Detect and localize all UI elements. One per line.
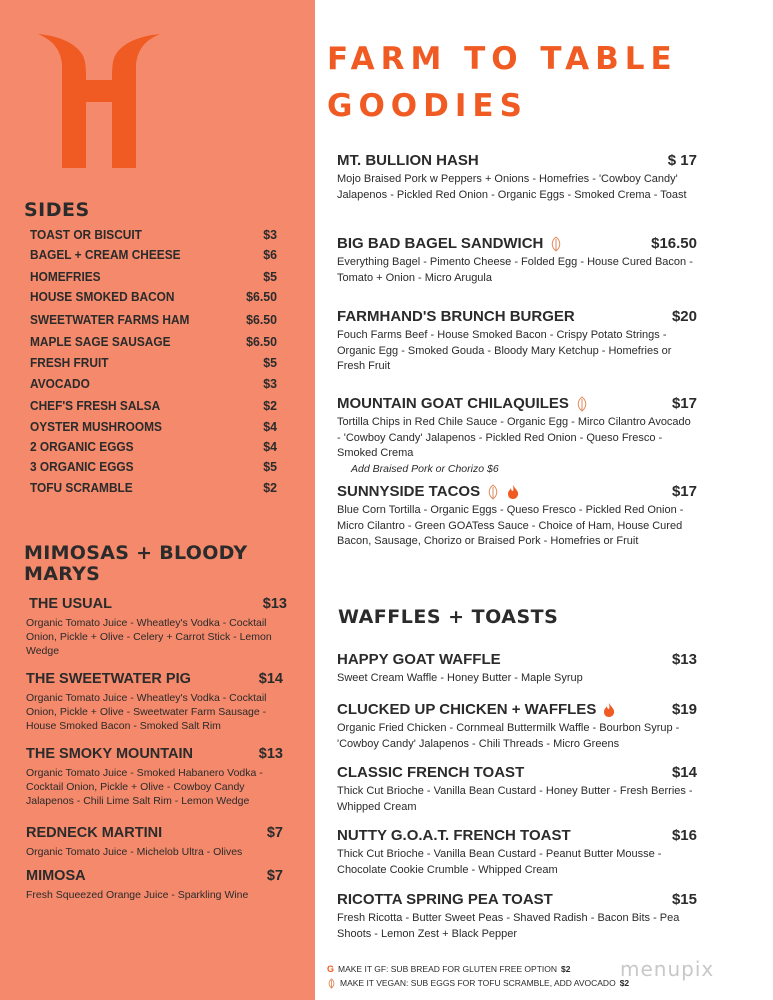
vegetarian-leaf-icon bbox=[549, 236, 563, 252]
side-item bbox=[30, 289, 277, 304]
menu-item bbox=[337, 651, 697, 687]
side-item bbox=[30, 439, 277, 454]
item-description: Fouch Farms Beef - House Smoked Bacon - Crispy Potato Strings - Organic Egg - Smoked Gouda - Bloody Mary Ketchup - Homefries or Fresh Fruit bbox=[337, 329, 672, 372]
menu-item bbox=[337, 152, 697, 203]
side-item-price: $5 bbox=[263, 459, 277, 474]
drink-description: Organic Tomato Juice - Wheatley's Vodka - Cocktail Onion, Pickle + Olive - Sweetwater Farm Sausage - House Smoked Bacon - Smoked Salt Rim bbox=[26, 692, 267, 732]
side-item-name: AVOCADO bbox=[30, 377, 90, 391]
side-item bbox=[30, 247, 277, 262]
sides-heading: SIDES bbox=[24, 199, 90, 221]
item-name: HAPPY GOAT WAFFLE bbox=[337, 651, 501, 668]
menu-item bbox=[337, 308, 697, 375]
drink-item bbox=[26, 746, 291, 808]
item-price: $15 bbox=[671, 891, 697, 908]
item-name: FARMHAND'S BRUNCH BURGER bbox=[337, 308, 575, 325]
side-item-name: HOMEFRIES bbox=[30, 270, 101, 284]
item-name: CLASSIC FRENCH TOAST bbox=[337, 764, 525, 781]
item-description: Fresh Ricotta - Butter Sweet Peas - Shaved Radish - Bacon Bits - Pea Shoots - Lemon Zest + Black Pepper bbox=[337, 912, 680, 940]
drink-item bbox=[26, 868, 291, 902]
vegan-text: MAKE IT VEGAN: SUB EGGS FOR TOFU SCRAMBLE, ADD AVOCADO bbox=[340, 978, 616, 988]
side-item bbox=[30, 312, 277, 327]
item-description: Organic Fried Chicken - Cornmeal Buttermilk Waffle - Bourbon Syrup - 'Cowboy Candy' Jalapenos - Chili Threads - Micro Greens bbox=[337, 722, 680, 750]
item-description: Blue Corn Tortilla - Organic Eggs - Queso Fresco - Pickled Red Onion - Micro Cilantro - Green GOATess Sauce - Choice of Ham, House Cured Bacon, Sausage, Chorizo or Braised Pork - Homefries or Fruit bbox=[337, 504, 684, 547]
side-item-name: 3 ORGANIC EGGS bbox=[30, 460, 134, 474]
side-item-price: $2 bbox=[263, 480, 277, 495]
side-item bbox=[30, 227, 277, 242]
side-item-name: TOAST OR BISCUIT bbox=[30, 228, 142, 242]
side-item-name: BAGEL + CREAM CHEESE bbox=[30, 248, 181, 262]
item-name: SUNNYSIDE TACOS bbox=[337, 483, 481, 500]
item-price: $16 bbox=[671, 827, 697, 844]
item-description: Tortilla Chips in Red Chile Sauce - Organic Egg - Mirco Cilantro Avocado - 'Cowboy Candy' Jalapenos - Pickled Red Onion - Queso Fresco - Smoked Crema bbox=[337, 416, 691, 459]
item-description: Sweet Cream Waffle - Honey Butter - Maple Syrup bbox=[337, 672, 583, 684]
vegan-note bbox=[327, 976, 629, 990]
drink-name: THE USUAL bbox=[29, 596, 112, 612]
item-price: $17 bbox=[671, 395, 697, 412]
menu-item bbox=[337, 891, 697, 942]
drink-name: MIMOSA bbox=[26, 868, 86, 884]
item-description: Thick Cut Brioche - Vanilla Bean Custard - Honey Butter - Fresh Berries - Whipped Cream bbox=[337, 785, 693, 813]
item-price: $19 bbox=[671, 701, 697, 718]
side-item-price: $6 bbox=[263, 247, 277, 262]
drink-price: $7 bbox=[266, 825, 283, 841]
drinks-heading: MIMOSAS + BLOODY MARYS bbox=[24, 542, 248, 585]
item-add-on-note: Add Braised Pork or Chorizo $6 bbox=[351, 462, 499, 475]
drink-name: THE SWEETWATER PIG bbox=[26, 671, 191, 687]
menu-item bbox=[337, 483, 697, 550]
side-item-name: FRESH FRUIT bbox=[30, 356, 109, 370]
drink-price: $13 bbox=[258, 746, 283, 762]
vegetarian-leaf-icon bbox=[575, 396, 589, 412]
logo-icon bbox=[38, 30, 160, 168]
side-item-price: $5 bbox=[263, 269, 277, 284]
side-item-name: OYSTER MUSHROOMS bbox=[30, 420, 162, 434]
vegan-price: $2 bbox=[619, 978, 630, 988]
side-item bbox=[30, 459, 277, 474]
side-item-name: MAPLE SAGE SAUSAGE bbox=[30, 335, 171, 349]
drink-price: $14 bbox=[258, 671, 283, 687]
side-item-price: $2 bbox=[263, 398, 277, 413]
gluten-free-note bbox=[327, 962, 629, 976]
side-item bbox=[30, 376, 277, 391]
gluten-free-text: MAKE IT GF: SUB BREAD FOR GLUTEN FREE OPTION bbox=[338, 964, 557, 974]
item-description: Mojo Braised Pork w Peppers + Onions - Homefries - 'Cowboy Candy' Jalapenos - Pickled Red Onion - Organic Eggs - Smoked Crema - Toast bbox=[337, 173, 687, 201]
drink-description: Organic Tomato Juice - Michelob Ultra - Olives bbox=[26, 846, 243, 858]
item-name: MT. BULLION HASH bbox=[337, 152, 479, 169]
item-price: $14 bbox=[671, 764, 697, 781]
side-item bbox=[30, 398, 277, 413]
side-item-price: $6.50 bbox=[246, 334, 277, 349]
item-price: $16.50 bbox=[651, 235, 697, 252]
side-item-name: 2 ORGANIC EGGS bbox=[30, 440, 134, 454]
side-item bbox=[30, 355, 277, 370]
drink-description: Organic Tomato Juice - Wheatley's Vodka - Cocktail Onion, Pickle + Olive - Celery + Carrot Stick - Lemon Wedge bbox=[26, 617, 272, 657]
vegetarian-leaf-icon bbox=[486, 484, 500, 500]
item-description: Everything Bagel - Pimento Cheese - Folded Egg - House Cured Bacon - Tomato + Onion - Micro Arugula bbox=[337, 256, 693, 284]
watermark: menupix bbox=[620, 957, 715, 981]
menu-item bbox=[337, 235, 697, 286]
spicy-flame-icon bbox=[506, 484, 520, 500]
drink-item bbox=[26, 825, 291, 859]
spicy-flame-icon bbox=[602, 702, 616, 718]
side-item-price: $5 bbox=[263, 355, 277, 370]
side-item-price: $4 bbox=[263, 439, 277, 454]
menu-item bbox=[337, 827, 697, 878]
drink-name: REDNECK MARTINI bbox=[26, 825, 163, 841]
item-price: $20 bbox=[671, 308, 697, 325]
farm-heading-line2: GOODIES bbox=[327, 88, 528, 124]
item-name: CLUCKED UP CHICKEN + WAFFLES bbox=[337, 701, 597, 718]
item-price: $ 17 bbox=[667, 152, 697, 169]
drink-price: $7 bbox=[266, 868, 283, 884]
item-name: NUTTY G.O.A.T. FRENCH TOAST bbox=[337, 827, 571, 844]
drink-item bbox=[26, 671, 291, 733]
side-item bbox=[30, 334, 277, 349]
gluten-free-price: $2 bbox=[561, 964, 571, 974]
waffles-heading: WAFFLES + TOASTS bbox=[338, 606, 559, 628]
side-item bbox=[30, 419, 277, 434]
side-item-name: HOUSE SMOKED BACON bbox=[30, 290, 175, 304]
dietary-notes bbox=[327, 962, 629, 990]
side-item-price: $3 bbox=[263, 376, 277, 391]
item-price: $17 bbox=[671, 483, 697, 500]
item-description: Thick Cut Brioche - Vanilla Bean Custard - Peanut Butter Mousse - Chocolate Cookie Crumble - Whipped Cream bbox=[337, 848, 662, 876]
item-name: BIG BAD BAGEL SANDWICH bbox=[337, 235, 544, 252]
side-item-name: CHEF'S FRESH SALSA bbox=[30, 399, 161, 413]
gluten-free-icon: G bbox=[327, 964, 335, 974]
side-item-price: $4 bbox=[263, 419, 277, 434]
item-price: $13 bbox=[671, 651, 697, 668]
menu-item bbox=[337, 764, 697, 815]
item-name: MOUNTAIN GOAT CHILAQUILES bbox=[337, 395, 569, 412]
drink-item bbox=[26, 596, 291, 658]
drink-price: $13 bbox=[262, 596, 287, 612]
side-item-price: $6.50 bbox=[246, 289, 277, 304]
drink-description: Fresh Squeezed Orange Juice - Sparkling Wine bbox=[26, 889, 249, 901]
side-item-name: TOFU SCRAMBLE bbox=[30, 481, 133, 495]
drink-name: THE SMOKY MOUNTAIN bbox=[26, 746, 194, 762]
item-name: RICOTTA SPRING PEA TOAST bbox=[337, 891, 553, 908]
side-item-price: $3 bbox=[263, 227, 277, 242]
side-item bbox=[30, 269, 277, 284]
farm-heading bbox=[327, 36, 678, 130]
side-item-name: SWEETWATER FARMS HAM bbox=[30, 313, 190, 327]
side-item bbox=[30, 480, 277, 495]
menu-item bbox=[337, 701, 697, 752]
menu-item bbox=[337, 395, 697, 475]
side-item-price: $6.50 bbox=[246, 312, 277, 327]
farm-heading-line1: FARM TO TABLE bbox=[327, 41, 678, 77]
vegan-leaf-icon bbox=[327, 978, 336, 989]
drink-description: Organic Tomato Juice - Smoked Habanero Vodka - Cocktail Onion, Pickle + Olive - Cowboy Candy Jalapenos - Chili Lime Salt Rim - Lemon Wedge bbox=[26, 767, 263, 807]
